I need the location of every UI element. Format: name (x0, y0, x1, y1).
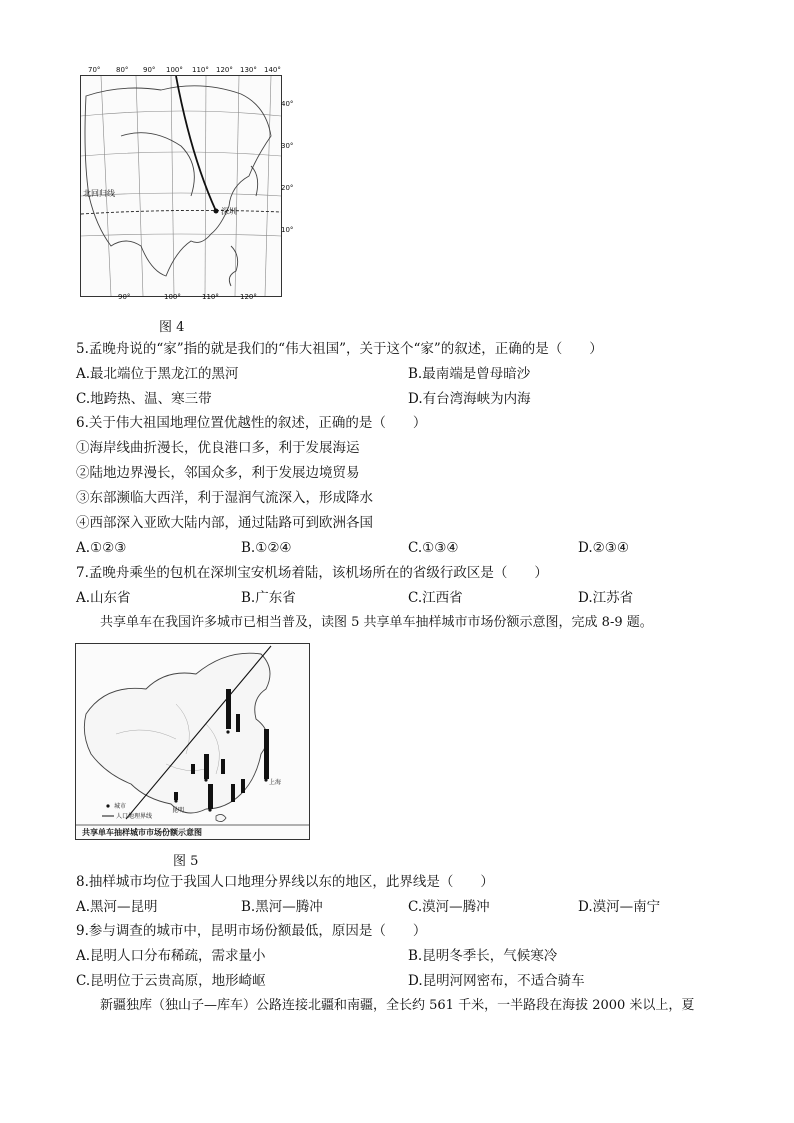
legend-city: 城市 (114, 803, 127, 810)
figure-5-caption: 图 5 (173, 854, 199, 869)
intro-next-question: 新疆独库（独山子—库车）公路连接北疆和南疆，全长约 561 千米，一半路段在海拔 2000 米以上，夏 (100, 998, 695, 1013)
q8-option-a[interactable]: A.黑河—昆明 (76, 899, 158, 915)
tick: 20° (281, 184, 294, 192)
figure-4-map (80, 75, 282, 297)
q8-option-b[interactable]: B.黑河—腾冲 (241, 899, 323, 915)
figure-4-caption: 图 4 (159, 320, 185, 335)
kunming-label: 昆明 (172, 807, 185, 814)
tick: 140° (264, 66, 281, 74)
q5-option-b[interactable]: B.最南端是曾母暗沙 (408, 366, 531, 382)
tick: 120° (240, 293, 257, 301)
tick: 130° (240, 66, 257, 74)
shenzhen-label: 深圳 (221, 207, 237, 216)
tick: 10° (281, 226, 294, 234)
figure-5-map (75, 643, 310, 840)
tick: 90° (143, 66, 156, 74)
q9-option-d[interactable]: D.昆明河网密布，不适合骑车 (408, 973, 585, 989)
figure-4-top-ticks (88, 66, 288, 76)
tick: 30° (281, 142, 294, 150)
figure-4-svg (81, 76, 281, 296)
tick: 110° (202, 293, 219, 301)
tick: 90° (118, 293, 131, 301)
shanghai-label: 上海 (269, 779, 282, 786)
q5-stem: 5.孟晚舟说的“家”指的就是我们的“伟大祖国”，关于这个“家”的叙述，正确的是（ ） (76, 341, 603, 357)
q7-option-b[interactable]: B.广东省 (241, 590, 296, 606)
q6-stem: 6.关于伟大祖国地理位置优越性的叙述，正确的是（ ） (76, 415, 427, 431)
q8-option-c[interactable]: C.漠河—腾冲 (408, 899, 490, 915)
intro-8-9: 共享单车在我国许多城市已相当普及，读图 5 共享单车抽样城市市场份额示意图，完成 8-9 题。 (100, 615, 653, 630)
q9-option-c[interactable]: C.昆明位于云贵高原，地形崎岖 (76, 973, 266, 989)
q6-option-b[interactable]: B.①②④ (241, 540, 292, 556)
q9-stem: 9.参与调查的城市中，昆明市场份额最低，原因是（ ） (76, 923, 427, 939)
q6-option-a[interactable]: A.①②③ (76, 540, 127, 556)
figure-5-map-title: 共享单车抽样城市市场份额示意图 (82, 828, 202, 837)
q6-statement-3: ③东部濒临大西洋，利于湿润气流深入，形成降水 (76, 490, 373, 506)
tick: 100° (166, 66, 183, 74)
q5-option-d[interactable]: D.有台湾海峡为内海 (408, 391, 531, 407)
tick: 70° (88, 66, 101, 74)
q5-option-c[interactable]: C.地跨热、温、寒三带 (76, 391, 212, 407)
q9-option-a[interactable]: A.昆明人口分布稀疏，需求量小 (76, 948, 266, 964)
q6-option-c[interactable]: C.①③④ (408, 540, 459, 556)
tick: 40° (281, 100, 294, 108)
q9-option-b[interactable]: B.昆明冬季长，气候寒冷 (408, 948, 558, 964)
figure-4-right-ticks (281, 100, 295, 280)
q7-option-d[interactable]: D.江苏省 (578, 590, 634, 606)
tick: 80° (116, 66, 129, 74)
q6-statement-1: ①海岸线曲折漫长，优良港口多，利于发展海运 (76, 440, 360, 456)
tick: 120° (216, 66, 233, 74)
q8-stem: 8.抽样城市均位于我国人口地理分界线以东的地区，此界线是（ ） (76, 874, 494, 890)
q6-statement-2: ②陆地边界漫长，邻国众多，利于发展边境贸易 (76, 465, 360, 481)
q5-option-a[interactable]: A.最北端位于黑龙江的黑河 (76, 366, 239, 382)
legend-line: 人口地理界线 (116, 813, 153, 820)
tick: 110° (192, 66, 209, 74)
tick: 100° (164, 293, 181, 301)
q7-stem: 7.孟晚舟乘坐的包机在深圳宝安机场着陆，该机场所在的省级行政区是（ ） (76, 565, 548, 581)
q7-option-c[interactable]: C.江西省 (408, 590, 463, 606)
q7-option-a[interactable]: A.山东省 (76, 590, 131, 606)
q8-option-d[interactable]: D.漠河—南宁 (578, 899, 661, 915)
figure-5-svg (76, 644, 309, 839)
q6-statement-4: ④西部深入亚欧大陆内部，通过陆路可到欧洲各国 (76, 515, 373, 531)
tropic-label: 北回归线 (83, 189, 115, 198)
q6-option-d[interactable]: D.②③④ (578, 540, 629, 556)
figure-4-bottom-ticks (118, 293, 278, 303)
